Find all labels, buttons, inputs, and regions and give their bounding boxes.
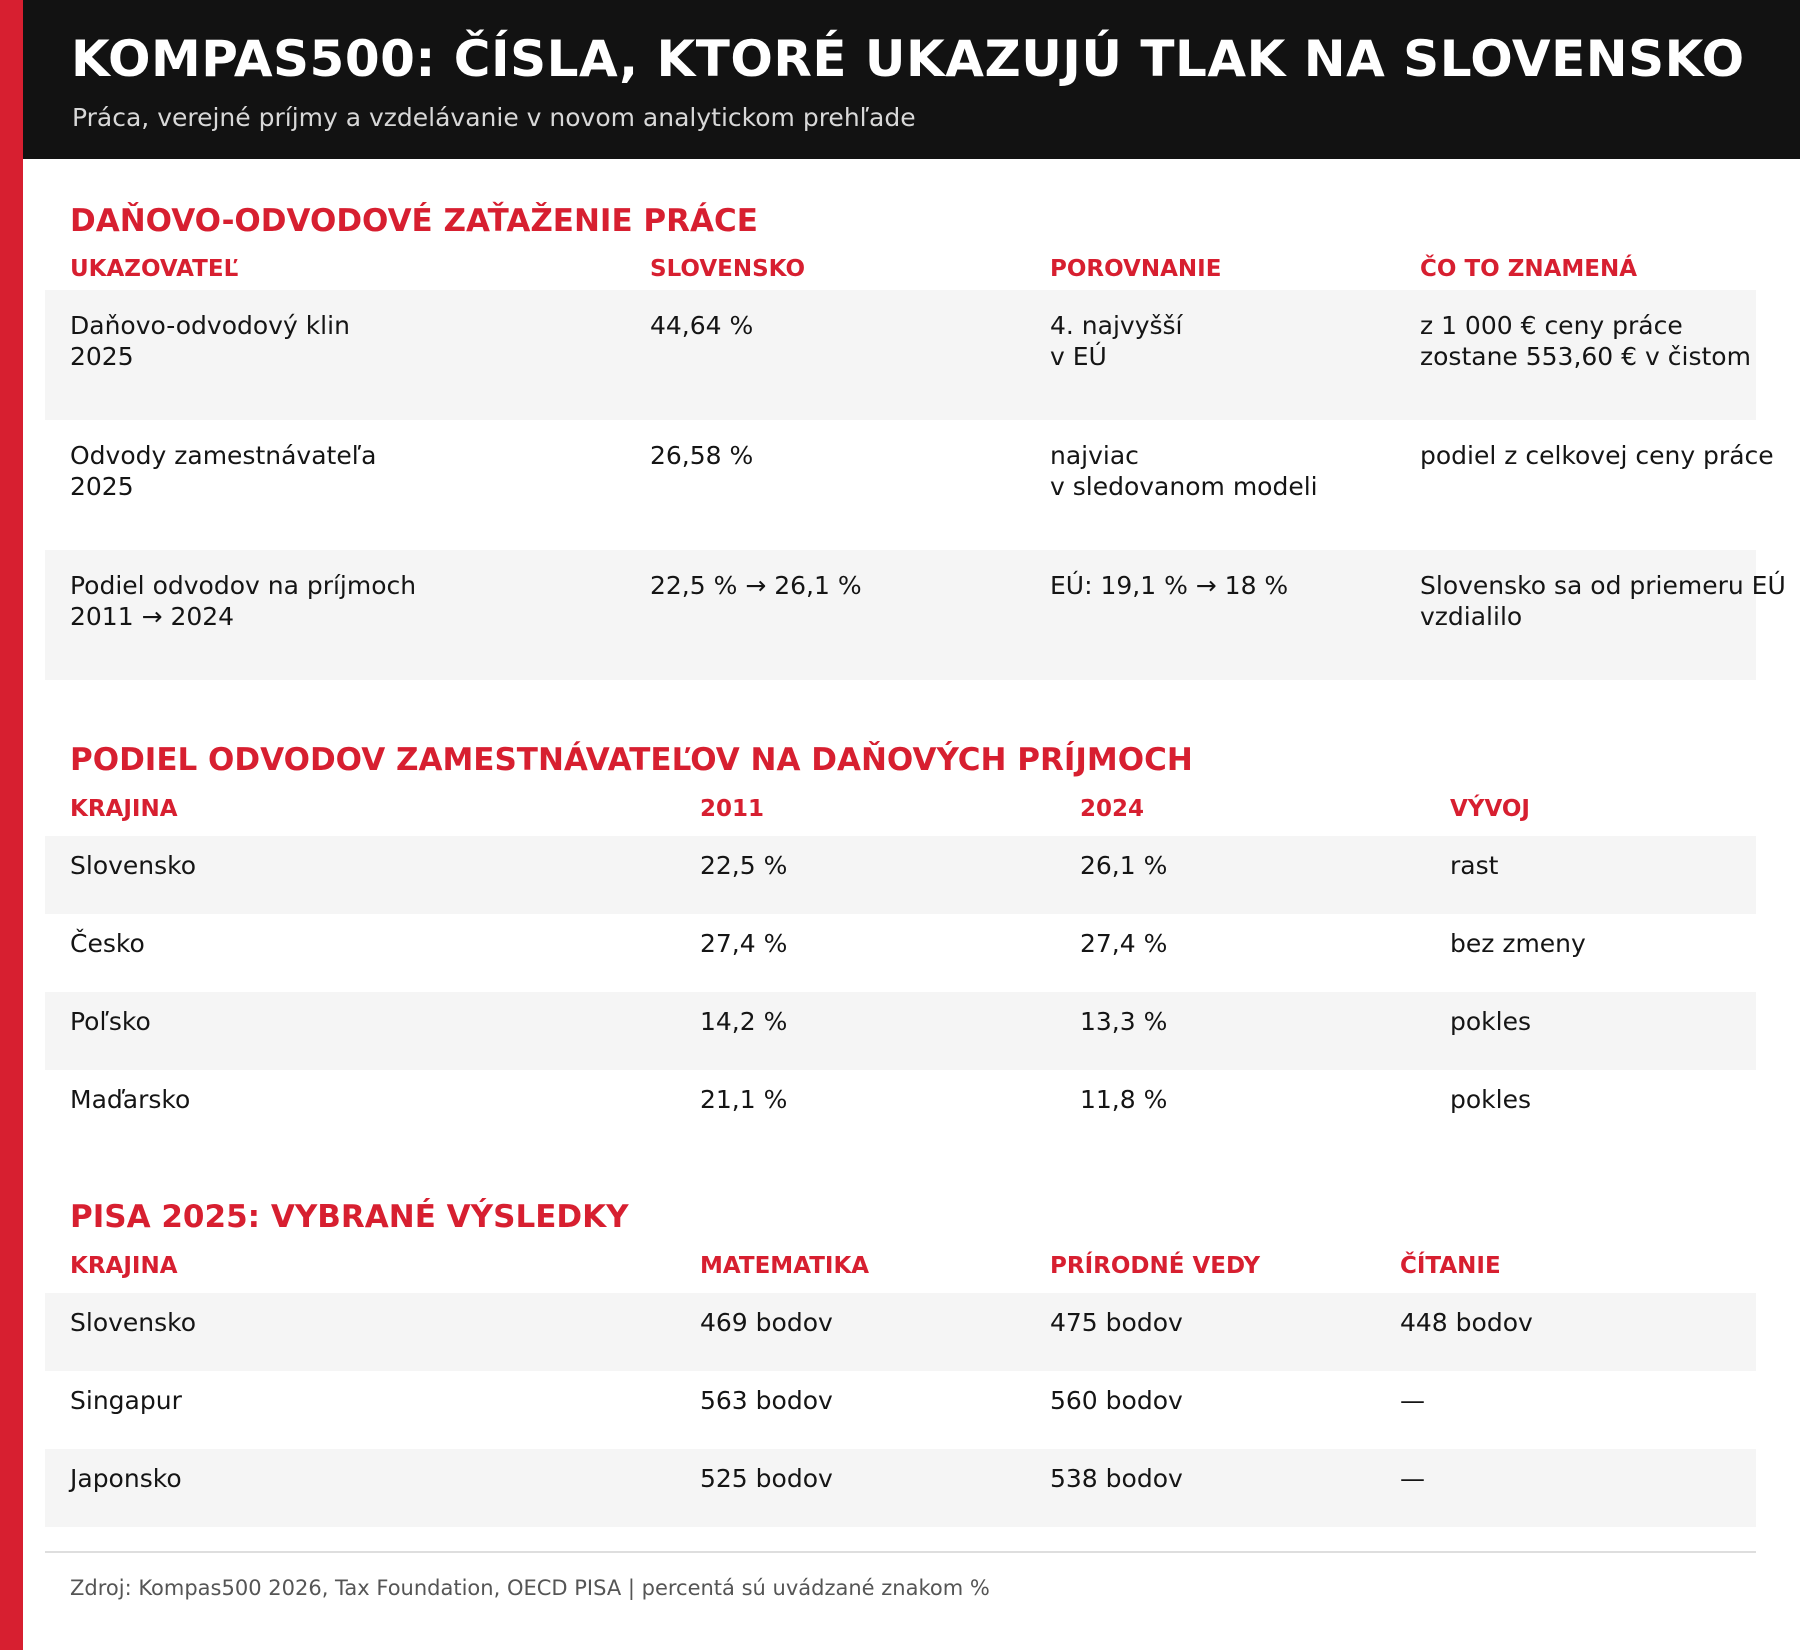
table-cell: pokles xyxy=(1450,1007,1531,1036)
page-subtitle: Práca, verejné príjmy a vzdelávanie v novom analytickom prehľade xyxy=(72,103,916,132)
table-cell: Slovensko xyxy=(70,1308,197,1337)
table-cell: 13,3 % xyxy=(1080,1007,1168,1036)
table-cell: Poľsko xyxy=(70,1007,151,1036)
table-cell: 26,1 % xyxy=(1080,851,1168,880)
table-row xyxy=(45,1449,1756,1527)
column-header: MATEMATIKA xyxy=(700,1253,870,1279)
column-header: VÝVOJ xyxy=(1450,796,1530,822)
footer-divider xyxy=(45,1551,1756,1553)
table-cell: 538 bodov xyxy=(1050,1464,1183,1493)
table-cell: 22,5 % xyxy=(700,851,788,880)
page-header xyxy=(23,0,1800,159)
table-cell: pokles xyxy=(1450,1085,1531,1114)
table-cell: 21,1 % xyxy=(700,1085,788,1114)
table-cell: Slovensko xyxy=(70,851,197,880)
table-cell: najviac v sledovanom modeli xyxy=(1050,441,1318,501)
table-cell: Daňovo-odvodový klin 2025 xyxy=(70,311,350,371)
accent-bar xyxy=(0,0,23,1650)
table-cell: 27,4 % xyxy=(1080,929,1168,958)
table-cell: — xyxy=(1400,1464,1425,1493)
table-cell: — xyxy=(1400,1386,1425,1415)
table-cell: Podiel odvodov na príjmoch 2011 → 2024 xyxy=(70,571,417,631)
table-row xyxy=(45,1070,1756,1148)
column-header: ČÍTANIE xyxy=(1400,1253,1501,1279)
column-header: 2011 xyxy=(700,796,765,822)
section-title: PISA 2025: VYBRANÉ VÝSLEDKY xyxy=(70,1199,629,1235)
table-row xyxy=(45,836,1756,914)
table-cell: Japonsko xyxy=(70,1464,182,1493)
table-cell: bez zmeny xyxy=(1450,929,1586,958)
table-cell: 563 bodov xyxy=(700,1386,833,1415)
table-row xyxy=(45,914,1756,992)
column-header: PRÍRODNÉ VEDY xyxy=(1050,1253,1261,1279)
table-cell: 11,8 % xyxy=(1080,1085,1168,1114)
table-row xyxy=(45,1293,1756,1371)
column-header: SLOVENSKO xyxy=(650,256,806,282)
table-cell: 22,5 % → 26,1 % xyxy=(650,571,862,600)
table-cell: 27,4 % xyxy=(700,929,788,958)
page-title: KOMPAS500: ČÍSLA, KTORÉ UKAZUJÚ TLAK NA SLOVENSKO xyxy=(71,30,1745,88)
section-title: DAŇOVO-ODVODOVÉ ZAŤAŽENIE PRÁCE xyxy=(70,203,758,239)
table-row xyxy=(45,420,1774,550)
table-cell: Maďarsko xyxy=(70,1085,191,1114)
table-cell: 4. najvyšší v EÚ xyxy=(1050,311,1183,371)
table-cell: rast xyxy=(1450,851,1499,880)
table-cell: 44,64 % xyxy=(650,311,754,340)
table-cell: z 1 000 € ceny práce zostane 553,60 € v čistom xyxy=(1420,311,1751,371)
column-header: KRAJINA xyxy=(70,796,178,822)
column-header: ČO TO ZNAMENÁ xyxy=(1420,256,1638,282)
table-cell: 26,58 % xyxy=(650,441,754,470)
table-row xyxy=(45,550,1786,680)
table-cell: 560 bodov xyxy=(1050,1386,1183,1415)
source-note: Zdroj: Kompas500 2026, Tax Foundation, OECD PISA | percentá sú uvádzané znakom % xyxy=(70,1576,990,1600)
table-row xyxy=(45,290,1756,420)
table-row xyxy=(45,992,1756,1070)
table-cell: podiel z celkovej ceny práce xyxy=(1420,441,1774,470)
column-header: POROVNANIE xyxy=(1050,256,1222,282)
column-header: UKAZOVATEĽ xyxy=(70,256,239,282)
table-cell: Singapur xyxy=(70,1386,182,1415)
table-cell: 525 bodov xyxy=(700,1464,833,1493)
table-cell: Slovensko sa od priemeru EÚ vzdialilo xyxy=(1420,571,1786,631)
table-cell: 469 bodov xyxy=(700,1308,833,1337)
column-header: KRAJINA xyxy=(70,1253,178,1279)
table-row xyxy=(45,1371,1756,1449)
section-title: PODIEL ODVODOV ZAMESTNÁVATEĽOV NA DAŇOVÝCH PRÍJMOCH xyxy=(70,742,1193,778)
table-cell: Česko xyxy=(70,929,145,958)
table-cell: 448 bodov xyxy=(1400,1308,1533,1337)
column-header: 2024 xyxy=(1080,796,1145,822)
table-cell: EÚ: 19,1 % → 18 % xyxy=(1050,571,1289,600)
table-cell: 475 bodov xyxy=(1050,1308,1183,1337)
table-cell: Odvody zamestnávateľa 2025 xyxy=(70,441,377,501)
table-cell: 14,2 % xyxy=(700,1007,788,1036)
